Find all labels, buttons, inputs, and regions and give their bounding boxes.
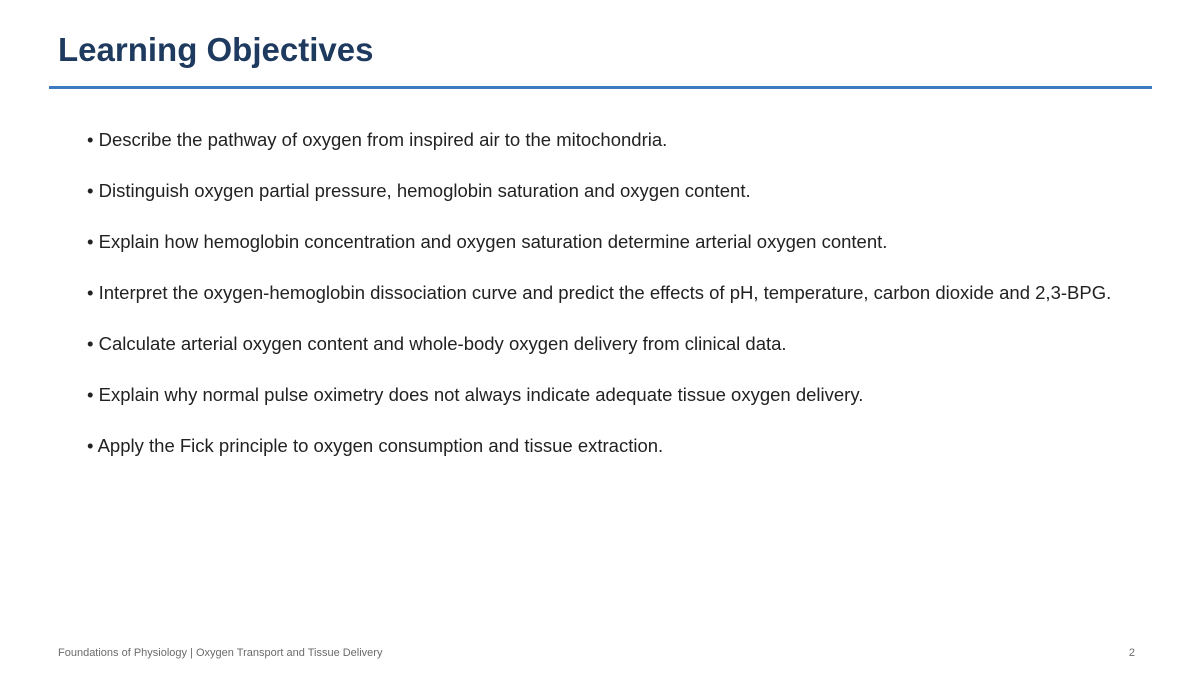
objective-item: • Distinguish oxygen partial pressure, hemoglobin saturation and oxygen content. xyxy=(87,180,751,201)
objective-item: • Explain why normal pulse oximetry does not always indicate adequate tissue oxygen delivery. xyxy=(87,384,864,405)
objective-item: • Explain how hemoglobin concentration and oxygen saturation determine arterial oxygen content. xyxy=(87,231,888,252)
page-number: 2 xyxy=(1128,647,1135,659)
slide-title: Learning Objectives xyxy=(58,31,374,68)
objectives-list xyxy=(87,128,1117,485)
objective-item: • Calculate arterial oxygen content and whole-body oxygen delivery from clinical data. xyxy=(87,333,787,354)
objective-item: • Apply the Fick principle to oxygen consumption and tissue extraction. xyxy=(87,435,664,456)
objective-item: • Describe the pathway of oxygen from inspired air to the mitochondria. xyxy=(87,129,668,150)
title-divider xyxy=(49,86,1152,89)
objective-item: • Interpret the oxygen-hemoglobin dissociation curve and predict the effects of pH, temperature, carbon dioxide and 2,3-BPG. xyxy=(87,282,1112,303)
slide-footer: Foundations of Physiology | Oxygen Transport and Tissue Delivery xyxy=(58,647,383,659)
